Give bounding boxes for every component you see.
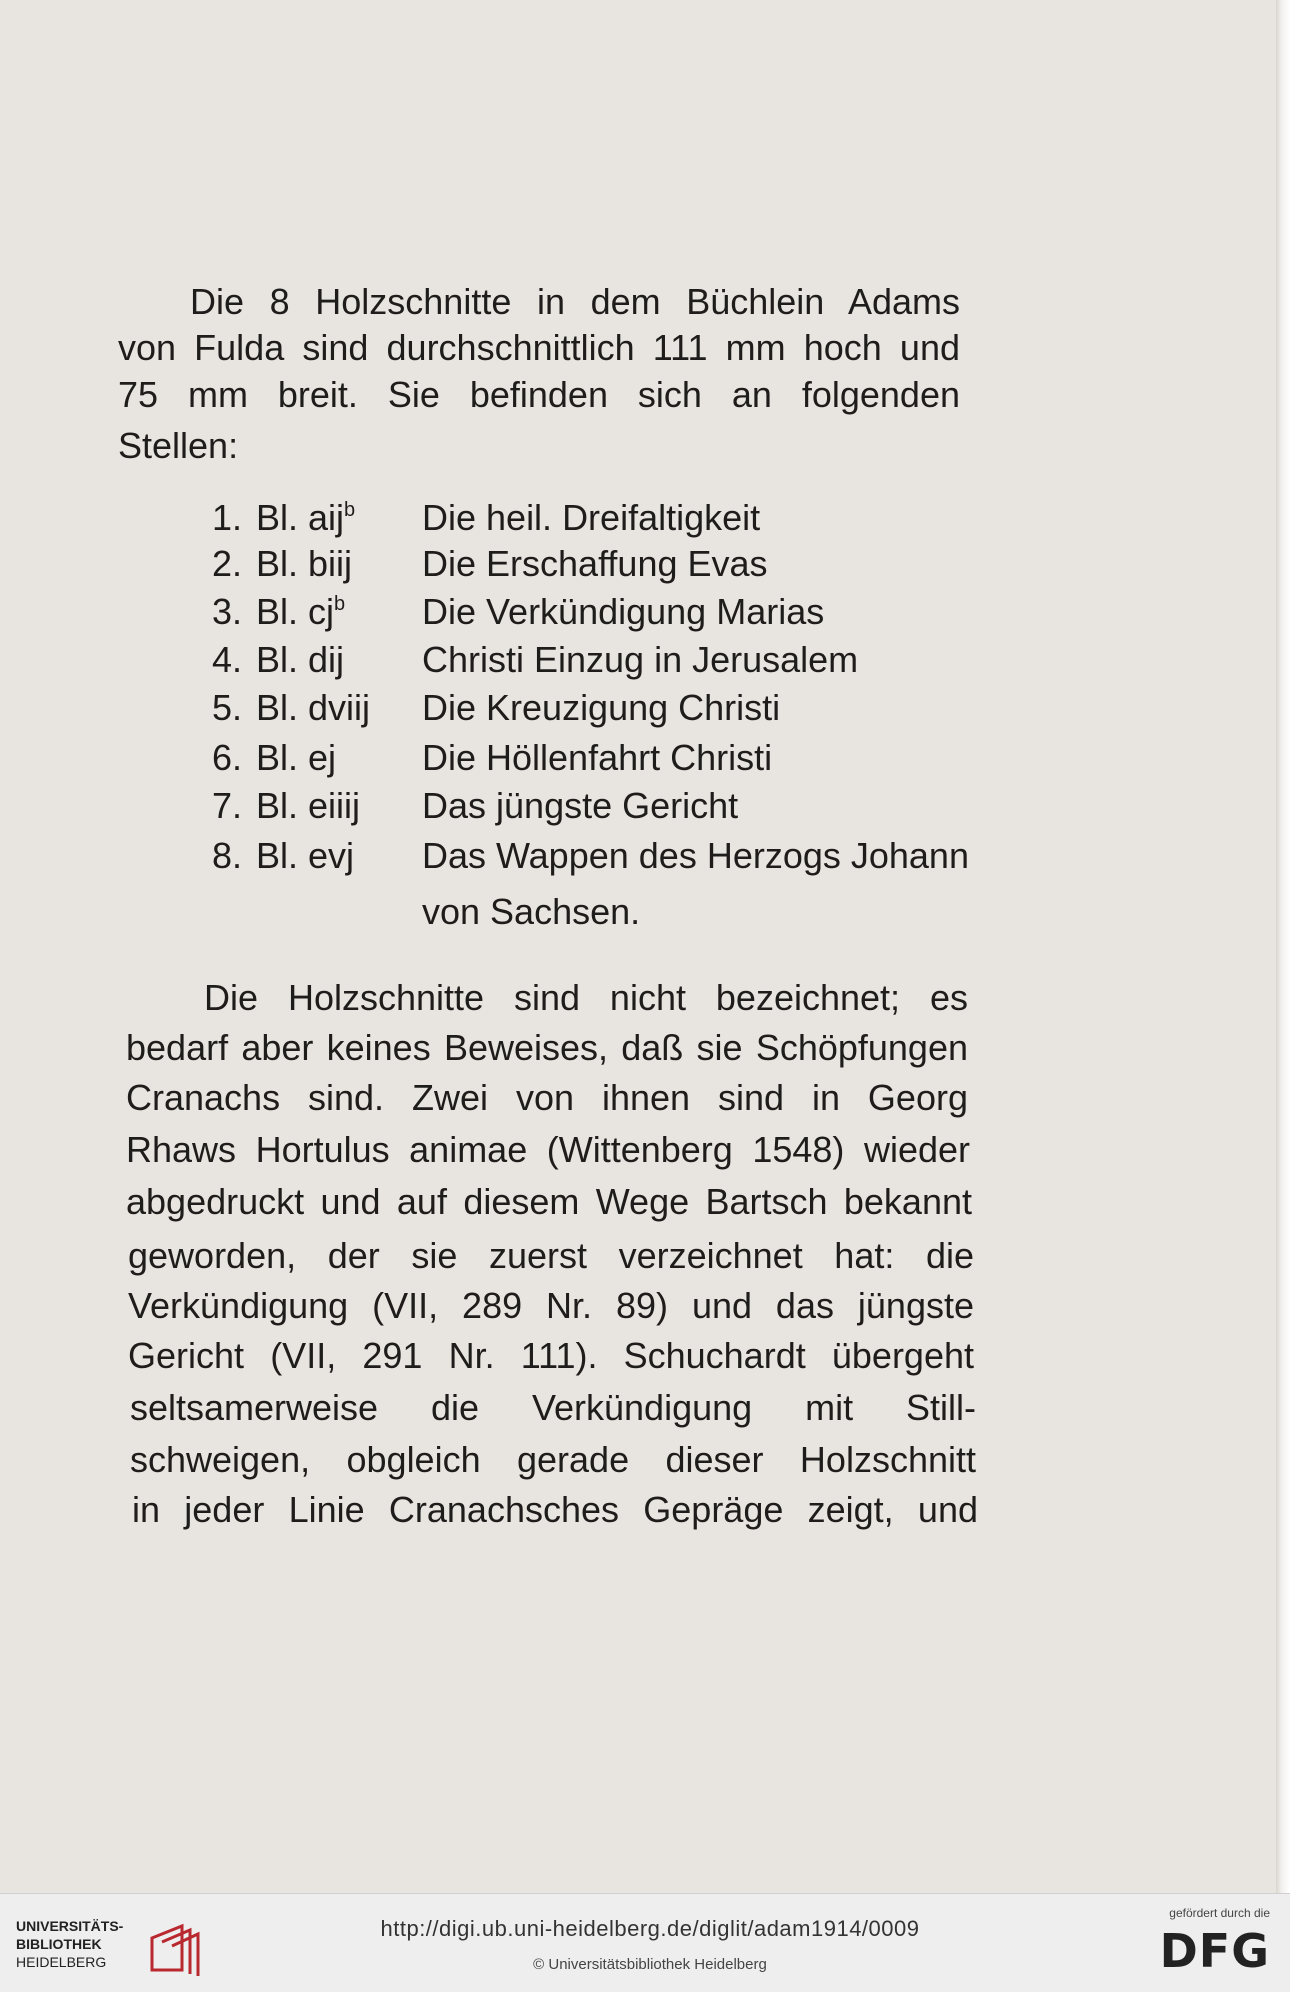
list-item-title: Christi Einzug in Jerusalem [422, 639, 859, 680]
list-item-number: 7. [212, 785, 243, 826]
para2-line-11: in jeder Linie Cranachsches Gepräge zeigt, und [132, 1489, 978, 1530]
library-logo [16, 1912, 196, 1982]
list-item-ref: Bl. aij$^b$ [256, 497, 356, 538]
para2-line-5: abgedruckt und auf diesem Wege Bartsch bekannt [126, 1181, 972, 1222]
para2-line-8: Gericht (VII, 291 Nr. 111). Schuchardt übergeht [128, 1335, 974, 1376]
para2-line-10: schweigen, obgleich gerade dieser Holzschnitt [130, 1439, 976, 1480]
para1-line-3: 75 mm breit. Sie befinden sich an folgenden [118, 374, 960, 415]
list-item-ref: Bl. dij [256, 639, 345, 680]
para2-line-1: Die Holzschnitte sind nicht bezeichnet; es [204, 977, 968, 1018]
list-item-title: Die Verkündigung Marias [422, 591, 825, 632]
para2-line-6: geworden, der sie zuerst verzeichnet hat: die [128, 1235, 974, 1276]
para1-line-1: Die 8 Holzschnitte in dem Büchlein Adams [190, 281, 960, 322]
list-item-title: Die heil. Dreifaltigkeit [422, 497, 761, 538]
funding-label: gefördert durch die [1169, 1906, 1270, 1920]
list-item-number: 5. [212, 687, 243, 728]
para2-line-4: Rhaws Hortulus animae (Wittenberg 1548) wieder [126, 1129, 970, 1170]
library-name-line-2: BIBLIOTHEK [16, 1936, 102, 1952]
copyright-text: © Universitätsbibliothek Heidelberg [533, 1956, 767, 1973]
list-item-ref: Bl. evj [256, 835, 355, 876]
list-item-ref: Bl. dviij [256, 687, 371, 728]
list-item-title: Das Wappen des Herzogs Johann [422, 835, 969, 876]
list-item-title: Das jüngste Gericht [422, 785, 739, 826]
para2-line-9: seltsamerweise die Verkündigung mit Still- [130, 1387, 976, 1428]
para1-line-4: Stellen: [118, 425, 239, 466]
list-item-number: 8. [212, 835, 243, 876]
library-name-line-3: HEIDELBERG [16, 1954, 107, 1970]
list-item-ref: Bl. ej [256, 737, 337, 778]
library-mark-icon [144, 1918, 204, 1978]
list-item-number: 3. [212, 591, 243, 632]
list-item-number: 1. [212, 497, 243, 538]
list-item-title: Die Kreuzigung Christi [422, 687, 781, 728]
list-item-number: 6. [212, 737, 243, 778]
list-item-number: 2. [212, 543, 243, 584]
list-item-title: Die Erschaffung Evas [422, 543, 768, 584]
para2-line-3: Cranachs sind. Zwei von ihnen sind in Georg [126, 1077, 968, 1118]
list-item-ref: Bl. biij [256, 543, 353, 584]
para1-line-2: von Fulda sind durchschnittlich 111 mm hoch und [118, 327, 960, 368]
list-item-title-continuation: von Sachsen. [422, 891, 641, 932]
list-item-number: 4. [212, 639, 243, 680]
list-item-ref: Bl. $cj^b$ [256, 591, 346, 632]
library-name-line-1: UNIVERSITÄTS- [16, 1918, 124, 1934]
permalink-url[interactable]: http://digi.ub.uni-heidelberg.de/diglit/adam1914/0009 [380, 1916, 920, 1941]
para2-line-7: Verkündigung (VII, 289 Nr. 89) und das jüngste [128, 1285, 974, 1326]
para2-line-2: bedarf aber keines Beweises, daß sie Schöpfungen [126, 1027, 968, 1068]
dfg-logo: DFG [1159, 1924, 1270, 1978]
list-item-ref: Bl. eiiij [256, 785, 361, 826]
list-item-title: Die Höllenfahrt Christi [422, 737, 773, 778]
library-footer [0, 1893, 1290, 1992]
